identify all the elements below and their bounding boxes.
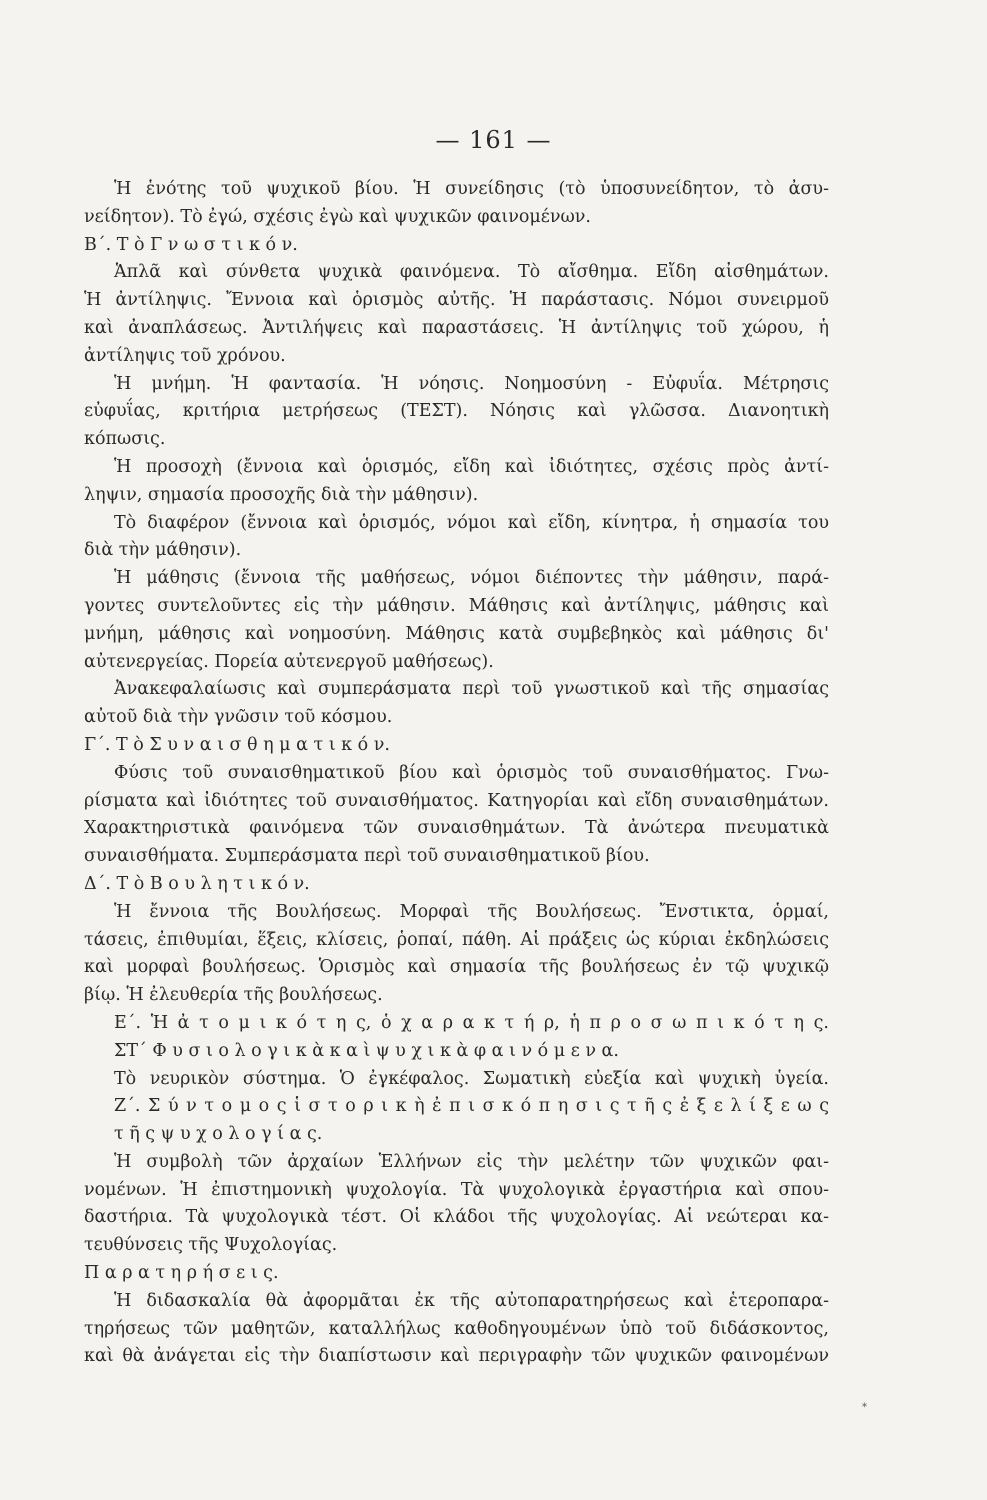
text-line: γοντες συντελοῦντες εἰς τὴν μάθησιν. Μάθησις καὶ ἀντίληψις, μάθησις καὶ [84,595,829,616]
text-line: Ἡ μνήμη. Ἡ φαντασία. Ἡ νόησις. Νοημοσύνη - Εὐφυΐα. Μέτρησις [114,373,829,394]
ink-mark: * [862,1402,867,1413]
text-line: Ἡ μάθησις (ἔννοια τῆς μαθήσεως, νόμοι διέποντες τὴν μάθησιν, παρά- [114,568,829,589]
text-line: τάσεις, ἐπιθυμίαι, ἕξεις, κλίσεις, ῥοπαί, πάθη. Αἱ πράξεις ὡς κύριαι ἐκδηλώσεις [84,929,829,950]
text-line: Ἀνακεφαλαίωσις καὶ συμπεράσματα περὶ τοῦ γνωστικοῦ καὶ τῆς σημασίας [114,679,829,700]
text-line: Τὸ νευρικὸν σύστημα. Ὁ ἐγκέφαλος. Σωματικὴ εὐεξία καὶ ψυχικὴ ὑγεία. [114,1068,829,1089]
text-line: Ἁπλᾶ καὶ σύνθετα ψυχικὰ φαινόμενα. Τὸ αἴσθημα. Εἴδη αἰσθημάτων. [114,262,829,283]
text-line: Χαρακτηριστικὰ φαινόμενα τῶν συναισθημάτων. Τὰ ἀνώτερα πνευματικὰ [84,818,829,839]
text-line: Ζ΄. Σ ύ ν τ ο μ ο ς ἱ σ τ ο ρ ι κ ὴ ἐ π ι σ κ ό π η σ ι ς τ ῆ ς ἐ ξ ε λ ί ξ ε ω ς [114,1096,829,1117]
text-line: Δ΄. Τ ὸ Β ο υ λ η τ ι κ ό ν. [84,873,310,894]
text-line: μνήμη, μάθησις καὶ νοημοσύνη. Μάθησις κατὰ συμβεβηκὸς καὶ μάθησις δι' [84,623,829,644]
text-line: τευθύνσεις τῆς Ψυχολογίας. [84,1235,338,1256]
page-number: — 161 — [435,126,552,154]
text-line: νομένων. Ἡ ἐπιστημονικὴ ψυχολογία. Τὰ ψυχολογικὰ ἐργαστήρια καὶ σπου- [84,1179,829,1200]
text-line: τ ῆ ς ψ υ χ ο λ ο γ ί α ς. [114,1124,323,1145]
text-line: Ε΄. Ἡ ἀ τ ο μ ι κ ό τ η ς, ὁ χ α ρ α κ τ ή ρ, ἡ π ρ ο σ ω π ι κ ό τ η ς. [114,1012,829,1033]
text-line: νείδητον). Τὸ ἐγώ, σχέσις ἐγὼ καὶ ψυχικῶν φαινομένων. [84,206,591,227]
text-line: καὶ ἀναπλάσεως. Ἀντιλήψεις καὶ παραστάσεις. Ἡ ἀντίληψις τοῦ χώρου, ἡ [84,317,829,338]
text-line: Ἡ ἔννοια τῆς Βουλήσεως. Μορφαὶ τῆς Βουλήσεως. Ἔνστικτα, ὁρμαί, [114,901,829,922]
text-line: αὐτενεργείας. Πορεία αὐτενεργοῦ μαθήσεως). [84,651,494,672]
text-line: δαστήρια. Τὰ ψυχολογικὰ τέστ. Οἱ κλάδοι τῆς ψυχολογίας. Αἱ νεώτεραι κα- [84,1207,829,1228]
text-line: ρίσματα καὶ ἰδιότητες τοῦ συναισθήματος. Κατηγορίαι καὶ εἴδη συναισθημάτων. [84,790,829,811]
text-line: Γ΄. Τ ὸ Σ υ ν α ι σ θ η μ α τ ι κ ό ν. [84,734,390,755]
text-line: ἀντίληψις τοῦ χρόνου. [84,345,286,366]
text-line: εὐφυΐας, κριτήρια μετρήσεως (ΤΕΣΤ). Νόησις καὶ γλῶσσα. Διανοητικὴ [84,401,829,422]
text-line: κόπωσις. [84,429,166,450]
text-line: συναισθήματα. Συμπεράσματα περὶ τοῦ συναισθηματικοῦ βίου. [84,846,650,867]
text-line: ΣΤ΄ Φ υ σ ι ο λ ο γ ι κ ὰ κ α ὶ ψ υ χ ι κ ὰ φ α ι ν ό μ ε ν α. [114,1040,619,1061]
text-line: καὶ θὰ ἀνάγεται εἰς τὴν διαπίστωσιν καὶ περιγραφὴν τῶν ψυχικῶν φαινομένων [84,1346,829,1367]
text-line: Τὸ διαφέρον (ἔννοια καὶ ὁρισμός, νόμοι καὶ εἴδη, κίνητρα, ἡ σημασία του [114,512,829,533]
text-line: ληψιν, σημασία προσοχῆς διὰ τὴν μάθησιν). [84,484,479,505]
text-line: Β΄. Τ ὸ Γ ν ω σ τ ι κ ό ν. [84,234,298,255]
text-line: αὐτοῦ διὰ τὴν γνῶσιν τοῦ κόσμου. [84,707,393,728]
text-line: τηρήσεως τῶν μαθητῶν, καταλλήλως καθοδηγουμένων ὑπὸ τοῦ διδάσκοντος, [84,1318,829,1339]
text-line: Ἡ ἀντίληψις. Ἔννοια καὶ ὁρισμὸς αὐτῆς. Ἡ παράστασις. Νόμοι συνειρμοῦ [84,290,829,311]
text-line: Π α ρ α τ η ρ ή σ ε ι ς. [84,1263,279,1284]
text-line: Ἡ συμβολὴ τῶν ἀρχαίων Ἑλλήνων εἰς τὴν μελέτην τῶν ψυχικῶν φαι- [114,1151,829,1172]
text-line: βίῳ. Ἡ ἐλευθερία τῆς βουλήσεως. [84,985,383,1006]
text-line: καὶ μορφαὶ βουλήσεως. Ὁρισμὸς καὶ σημασία τῆς βουλήσεως ἐν τῷ ψυχικῷ [84,957,829,978]
text-line: Ἡ προσοχὴ (ἔννοια καὶ ὁρισμός, εἴδη καὶ ἰδιότητες, σχέσις πρὸς ἀντί- [114,456,829,477]
text-line: Ἡ ἑνότης τοῦ ψυχικοῦ βίου. Ἡ συνείδησις (τὸ ὑποσυνείδητον, τὸ ἀσυ- [114,179,829,199]
body-text [84,176,829,1371]
text-line: Ἡ διδασκαλία θὰ ἀφορμᾶται ἐκ τῆς αὐτοπαρατηρήσεως καὶ ἑτεροπαρα- [114,1290,829,1311]
text-line: διὰ τὴν μάθησιν). [84,540,242,561]
text-line: Φύσις τοῦ συναισθηματικοῦ βίου καὶ ὁρισμὸς τοῦ συναισθήματος. Γνω- [114,762,829,783]
